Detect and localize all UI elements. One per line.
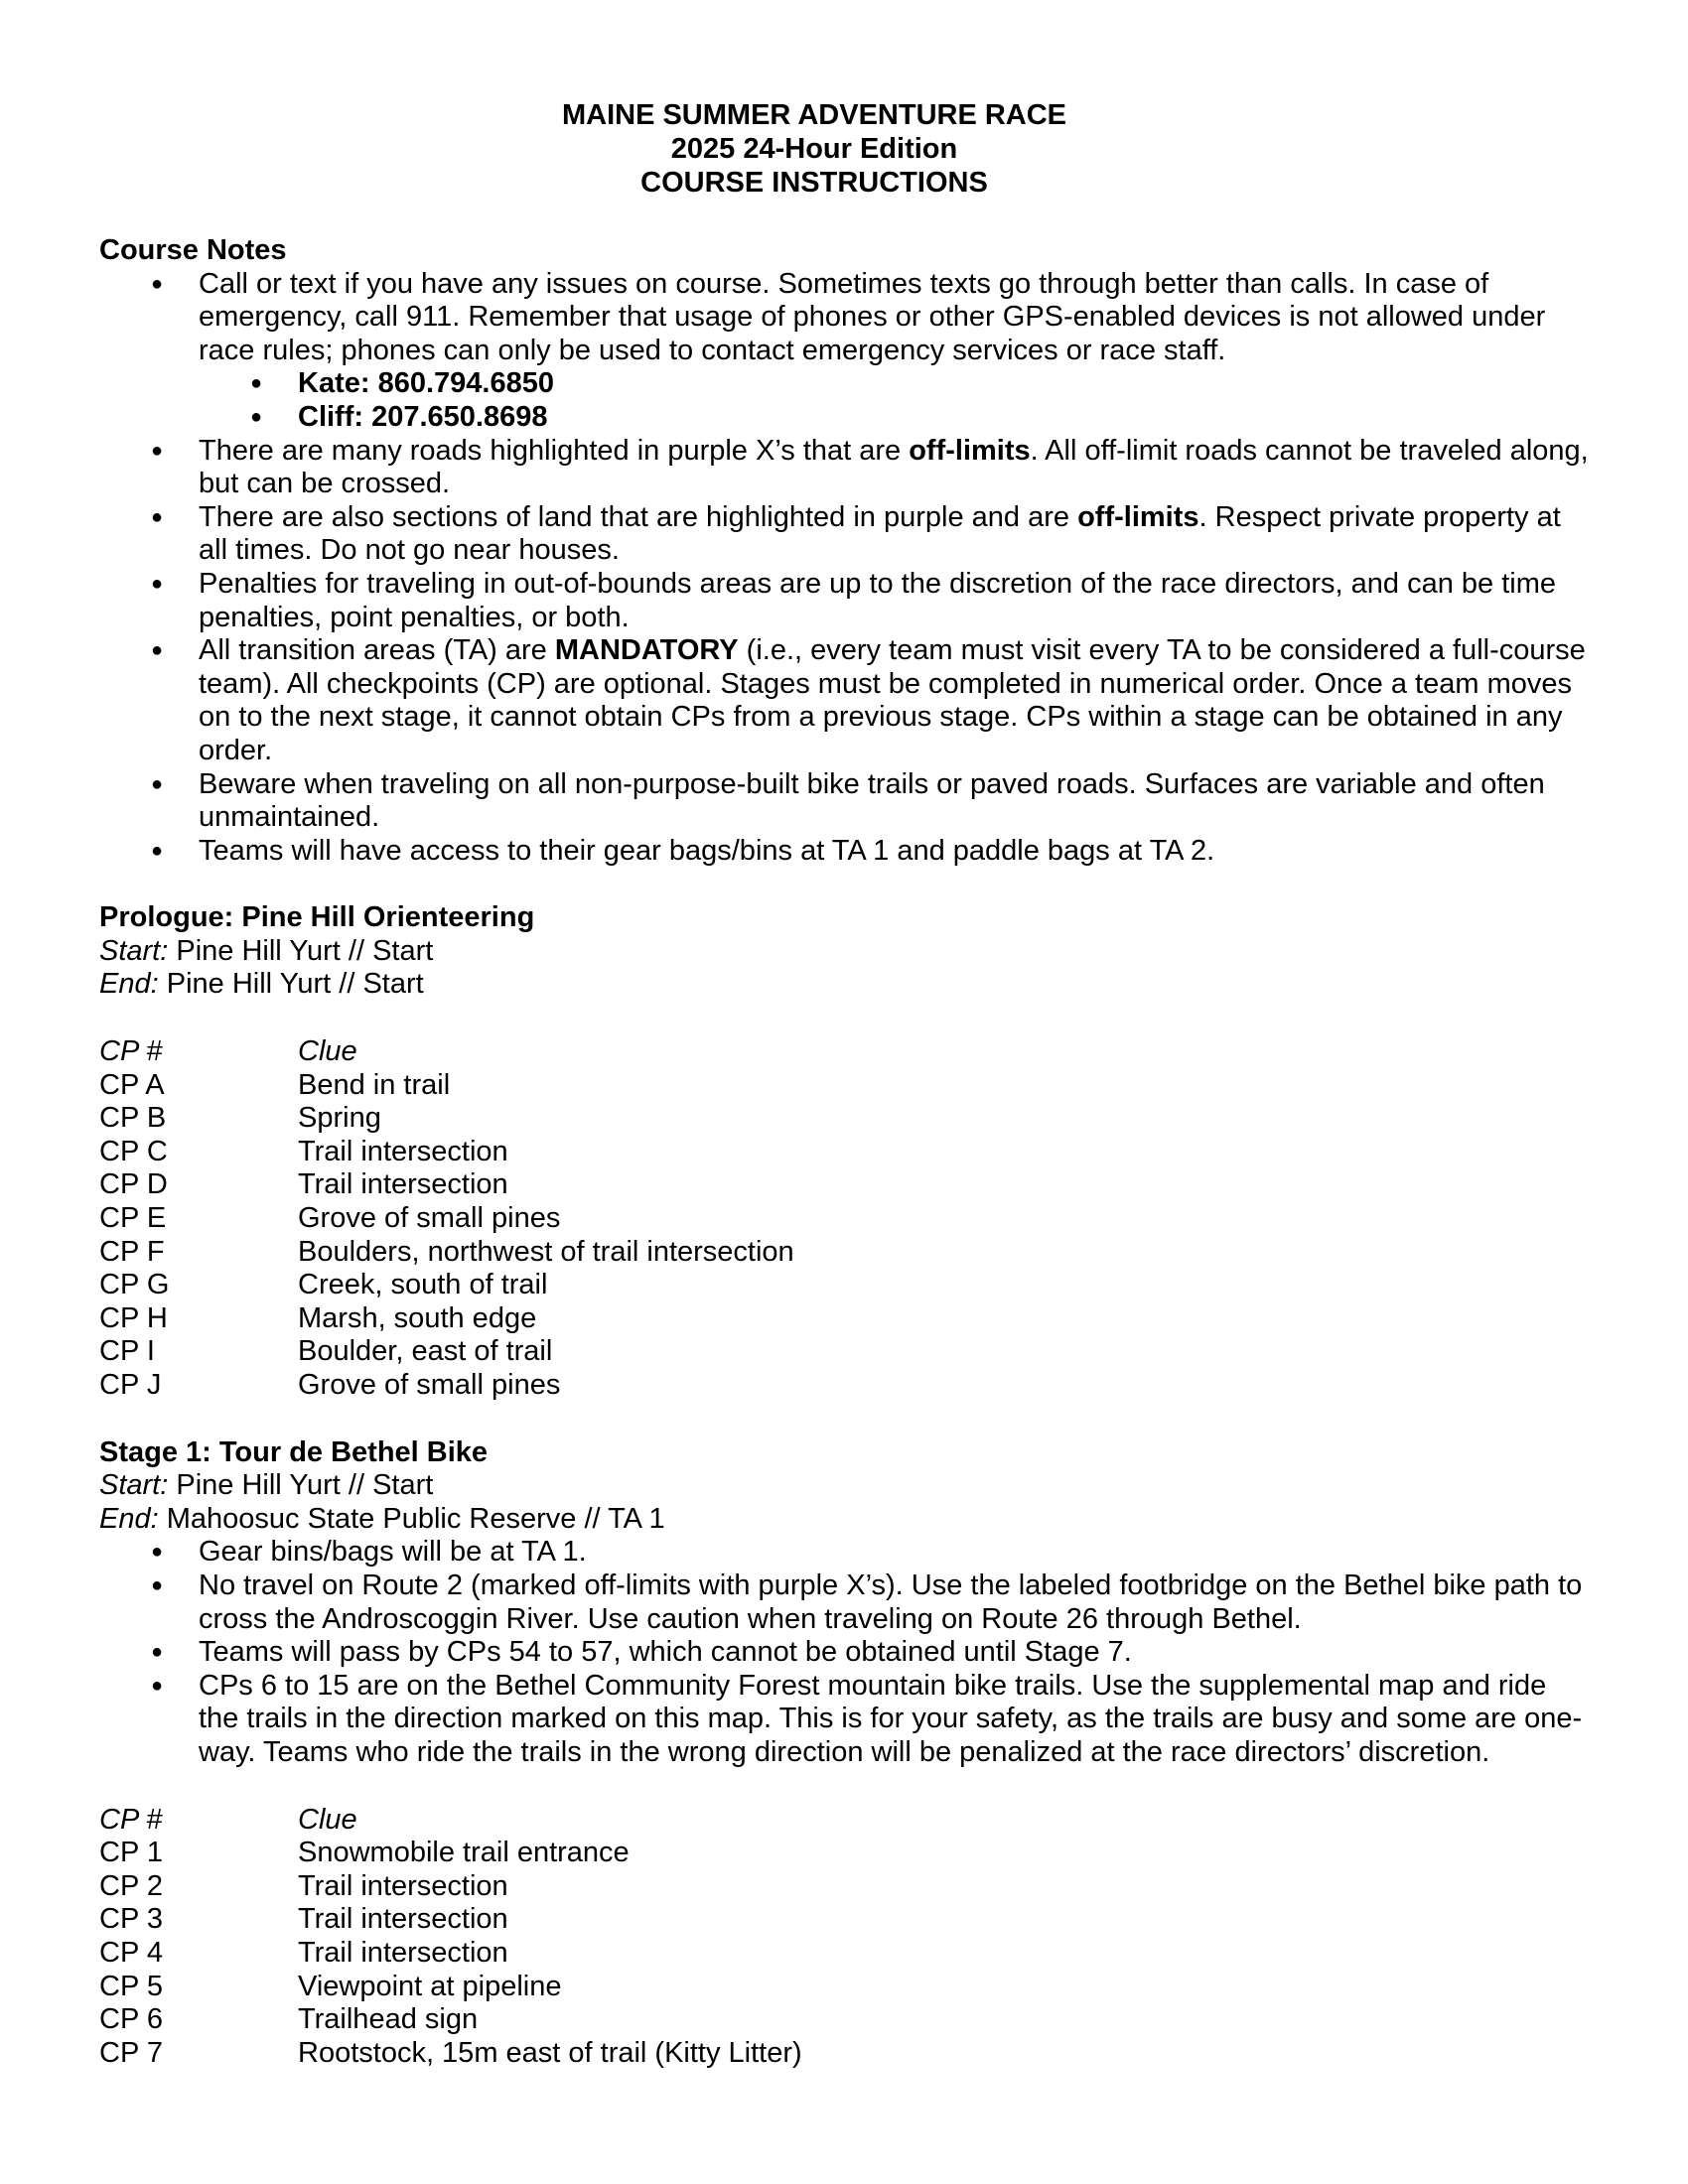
column-header-cp: CP # xyxy=(99,1803,163,1836)
document-page xyxy=(99,99,1589,2070)
stage1-note-4-text: CPs 6 to 15 are on the Bethel Community Forest mountain bike trails. Use the supplemental map and ride the trails in the direction marked on this map. This is for your safety, as the trails are busy and some are one-way. Teams who ride the trails in the wrong direction will be penalized at the race directors’ discretion. xyxy=(199,1669,1583,1768)
course-notes-heading: Course Notes xyxy=(99,234,287,266)
course-note-6-text: Beware when traveling on all non-purpose-built bike trails or paved roads. Surfaces are variable and often unmaintained. xyxy=(199,767,1545,834)
cp-table-row xyxy=(99,1069,1589,1103)
stage1-note-2-text: No travel on Route 2 (marked off-limits with purple X’s). Use the labeled footbridge on the Bethel bike path to cross the Androscoggin River. Use caution when traveling on Route 26 through Bethel. xyxy=(199,1569,1583,1635)
stage1-cp-table xyxy=(99,1837,1589,2070)
title-line-3: COURSE INSTRUCTIONS xyxy=(640,167,988,199)
stage1-heading: Stage 1: Tour de Bethel Bike xyxy=(99,1435,489,1468)
cp-table-row xyxy=(99,1302,1589,1336)
stage1-cp-table-header xyxy=(99,1804,1589,1838)
cp-clue-cell: Viewpoint at pipeline xyxy=(298,1970,562,2002)
cp-table-row xyxy=(99,1269,1589,1302)
cp-clue-cell: Boulders, northwest of trail intersection xyxy=(298,1235,794,1268)
cp-clue-cell: Marsh, south edge xyxy=(298,1301,537,1334)
prologue-end xyxy=(99,968,1589,1002)
cp-table-row xyxy=(99,1971,1589,2004)
cp-clue-cell: Grove of small pines xyxy=(298,1202,561,1235)
course-notes-list xyxy=(99,268,1589,869)
cp-clue-cell: Rootstock, 15m east of trail (Kitty Litter) xyxy=(298,2036,802,2069)
course-note-6 xyxy=(99,768,1589,835)
contact-list xyxy=(199,367,1589,434)
stage1-note-2 xyxy=(99,1570,1589,1636)
stage1-note-3 xyxy=(99,1636,1589,1670)
cp-id-cell: CP F xyxy=(99,1235,165,1268)
column-header-cp: CP # xyxy=(99,1035,163,1068)
course-notes-section xyxy=(99,234,1589,868)
cp-clue-cell: Trail intersection xyxy=(298,1903,508,1936)
course-note-3-text-end: . Respect private property at all times. Do not go near houses. xyxy=(199,500,1561,567)
cp-clue-cell: Spring xyxy=(298,1102,381,1135)
prologue-start xyxy=(99,935,1589,969)
column-header-clue: Clue xyxy=(298,1035,357,1068)
stage1-note-3-text: Teams will pass by CPs 54 to 57, which cannot be obtained until Stage 7. xyxy=(199,1636,1132,1669)
prologue-section xyxy=(99,901,1589,1402)
cp-id-cell: CP 3 xyxy=(99,1903,163,1936)
prologue-heading: Prologue: Pine Hill Orienteering xyxy=(99,901,535,934)
stage1-start xyxy=(99,1469,1589,1503)
title-line-1: MAINE SUMMER ADVENTURE RACE xyxy=(561,99,1067,131)
start-label: Start: xyxy=(99,1469,169,1502)
cp-table-row xyxy=(99,1236,1589,1270)
stage1-end xyxy=(99,1503,1589,1537)
prologue-cp-table xyxy=(99,1069,1589,1403)
off-limits-emphasis: off-limits xyxy=(1077,500,1199,533)
course-note-1-text: Call or text if you have any issues on course. Sometimes texts go through better than calls. In case of emergency, call 911. Remember that usage of phones or other GPS-enabled devices is not allowed under race rules; phones can only be used to contact emergency services or race staff. xyxy=(199,267,1546,366)
cp-id-cell: CP 7 xyxy=(99,2036,163,2069)
mandatory-emphasis: MANDATORY xyxy=(554,634,739,667)
cp-clue-cell: Trail intersection xyxy=(298,1936,508,1969)
course-note-1 xyxy=(99,268,1589,435)
stage1-section xyxy=(99,1436,1589,2071)
title-line-2: 2025 24-Hour Edition xyxy=(670,133,958,165)
cp-clue-cell: Trail intersection xyxy=(298,1135,508,1167)
off-limits-emphasis: off-limits xyxy=(909,434,1031,467)
cp-table-row xyxy=(99,2003,1589,2037)
cp-id-cell: CP 1 xyxy=(99,1837,163,1869)
cp-id-cell: CP 2 xyxy=(99,1869,163,1902)
cp-clue-cell: Trail intersection xyxy=(298,1168,508,1201)
cp-table-row xyxy=(99,1870,1589,1904)
cp-id-cell: CP G xyxy=(99,1269,170,1301)
end-value: Pine Hill Yurt // Start xyxy=(158,968,424,1001)
cp-clue-cell: Grove of small pines xyxy=(298,1369,561,1401)
course-note-2-text: There are many roads highlighted in purple X’s that are xyxy=(199,434,910,467)
contact-cliff: ● Cliff: 207.650.8698 xyxy=(99,401,1589,435)
cp-table-row xyxy=(99,1202,1589,1236)
cp-id-cell: CP C xyxy=(99,1135,168,1167)
cp-table-row xyxy=(99,1168,1589,1202)
cp-id-cell: CP D xyxy=(99,1168,168,1201)
cp-table-row xyxy=(99,1837,1589,1870)
end-label: End: xyxy=(99,968,159,1001)
cp-id-cell: CP H xyxy=(99,1301,168,1334)
cp-table-row xyxy=(99,1335,1589,1369)
cp-id-cell: CP B xyxy=(99,1102,167,1135)
course-note-5-text-end: (i.e., every team must visit every TA to be considered a full-course team). All checkpoints (CP) are optional. Stages must be completed in numerical order. Once a team moves on to the next stage, it cannot obtain CPs from a previous stage. CPs within a stage can be obtained in any order. xyxy=(199,634,1586,766)
course-note-5 xyxy=(99,634,1589,767)
stage1-note-1-text: Gear bins/bags will be at TA 1. xyxy=(199,1536,587,1569)
stage1-note-4 xyxy=(99,1670,1589,1770)
cp-clue-cell: Boulder, east of trail xyxy=(298,1335,553,1368)
course-note-5-text: All transition areas (TA) are xyxy=(199,634,555,667)
cp-clue-cell: Trail intersection xyxy=(298,1869,508,1902)
start-label: Start: xyxy=(99,934,169,967)
cp-table-row xyxy=(99,1937,1589,1971)
cp-id-cell: CP E xyxy=(99,1202,167,1235)
course-note-2-text-end: . All off-limit roads cannot be traveled along, but can be crossed. xyxy=(199,434,1589,500)
end-label: End: xyxy=(99,1502,159,1535)
cp-id-cell: CP I xyxy=(99,1335,155,1368)
end-value: Mahoosuc State Public Reserve // TA 1 xyxy=(158,1502,665,1535)
cp-table-row xyxy=(99,2037,1589,2071)
course-note-4 xyxy=(99,568,1589,634)
course-note-2 xyxy=(99,435,1589,501)
column-header-clue: Clue xyxy=(298,1803,357,1836)
document-title xyxy=(40,99,1589,201)
stage1-note-1 xyxy=(99,1536,1589,1570)
start-value: Pine Hill Yurt // Start xyxy=(168,1469,434,1502)
course-note-7-text: Teams will have access to their gear bags/bins at TA 1 and paddle bags at TA 2. xyxy=(199,834,1215,867)
cp-clue-cell: Bend in trail xyxy=(298,1068,451,1101)
stage1-notes-list xyxy=(99,1536,1589,1769)
cp-id-cell: CP J xyxy=(99,1369,162,1401)
cp-clue-cell: Creek, south of trail xyxy=(298,1269,548,1301)
course-note-3 xyxy=(99,501,1589,568)
cp-table-row xyxy=(99,1903,1589,1937)
cp-id-cell: CP A xyxy=(99,1068,165,1101)
course-note-4-text: Penalties for traveling in out-of-bounds areas are up to the discretion of the race directors, and can be time penalties, point penalties, or both. xyxy=(199,567,1556,633)
cp-id-cell: CP 4 xyxy=(99,1936,163,1969)
course-note-7 xyxy=(99,835,1589,869)
prologue-cp-table-header xyxy=(99,1035,1589,1069)
contact-kate: ● Kate: 860.794.6850 xyxy=(99,367,1589,401)
cp-table-row xyxy=(99,1102,1589,1136)
cp-table-row xyxy=(99,1369,1589,1403)
cp-clue-cell: Trailhead sign xyxy=(298,2003,479,2036)
cp-table-row xyxy=(99,1136,1589,1169)
cp-id-cell: CP 5 xyxy=(99,1970,163,2002)
cp-clue-cell: Snowmobile trail entrance xyxy=(298,1837,630,1869)
course-note-3-text: There are also sections of land that are highlighted in purple and are xyxy=(199,500,1078,533)
cp-id-cell: CP 6 xyxy=(99,2003,163,2036)
start-value: Pine Hill Yurt // Start xyxy=(168,934,434,967)
